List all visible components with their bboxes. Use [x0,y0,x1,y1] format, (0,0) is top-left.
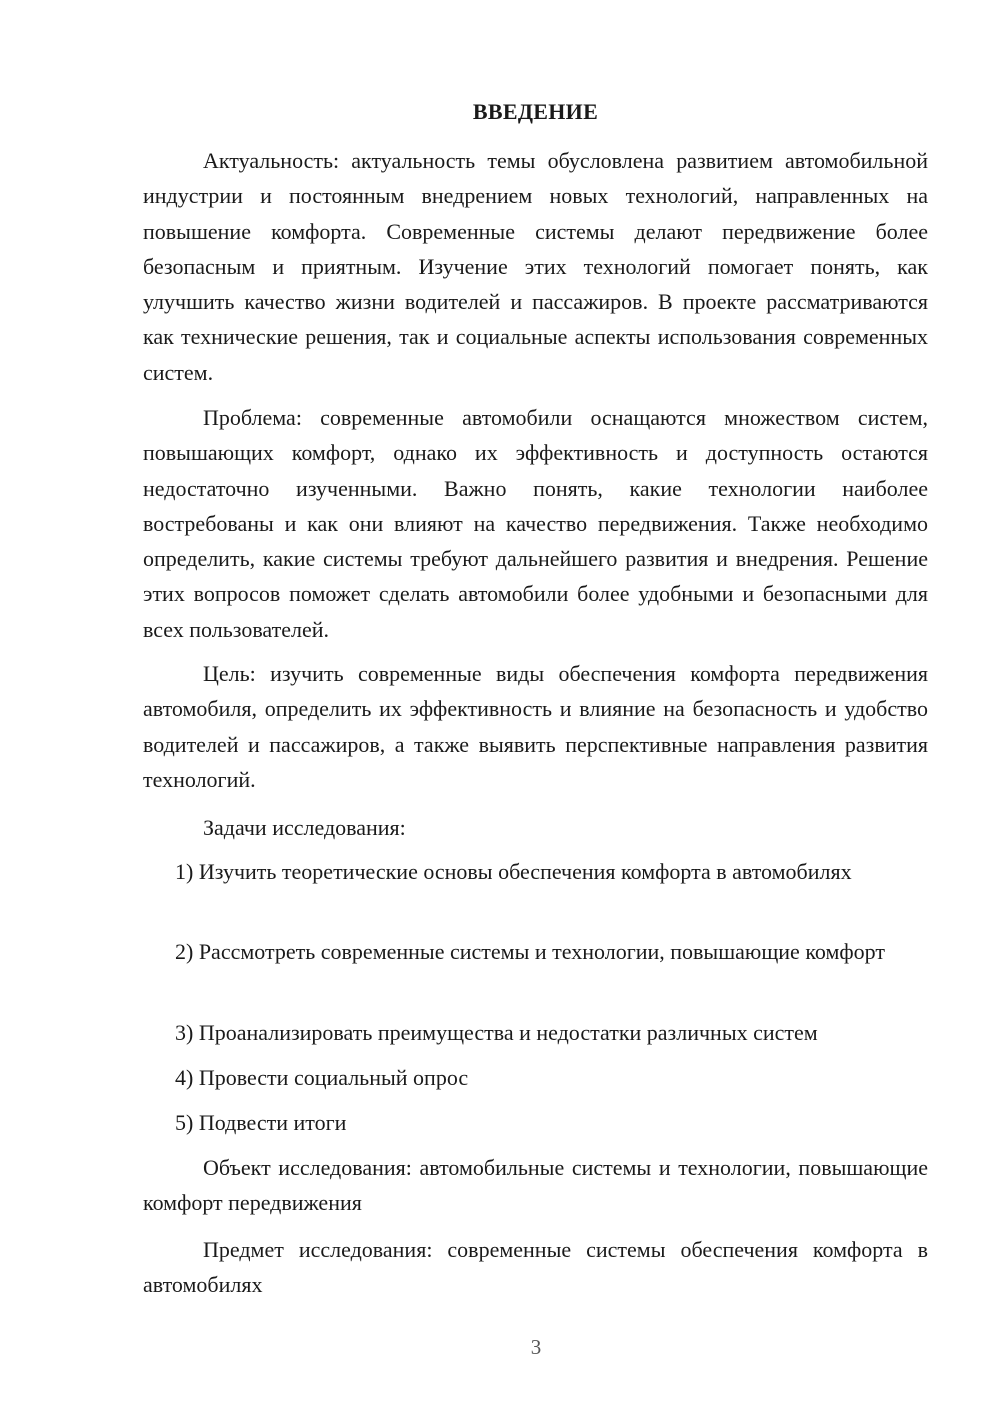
task-item-5: 5) Подвести итоги [175,1110,347,1135]
relevance-paragraph: Актуальность: актуальность темы обусловлена развитием автомобильной индустрии и постоянным внедрением новых технологий, направленных на повышение комфорта. Современные системы делают передвижение более безопасным и приятным. Изучение этих технологий помогает понять, как улучшить качество жизни водителей и пассажиров. В проекте рассматриваются как технические решения, так и социальные аспекты использования современных систем. [143,148,928,385]
task-item-3: 3) Проанализировать преимущества и недостатки различных систем [175,1020,818,1045]
page-number: 3 [530,1335,542,1359]
task-item-4: 4) Провести социальный опрос [175,1065,469,1090]
problem-paragraph: Проблема: современные автомобили оснащаются множеством систем, повышающих комфорт, однако их эффективность и доступность остаются недостаточно изученными. Важно понять, какие технологии наиболее востребованы и как они влияют на качество передвижения. Также необходимо определить, какие системы требуют дальнейшего развития и внедрения. Решение этих вопросов поможет сделать автомобили более удобными и безопасными для всех пользователей. [143,405,928,642]
section-title: ВВЕДЕНИЕ [472,99,599,124]
goal-paragraph: Цель: изучить современные виды обеспечения комфорта передвижения автомобиля, определить их эффективность и влияние на безопасность и удобство водителей и пассажиров, а также выявить перспективные направления развития технологий. [143,661,928,792]
object-paragraph: Объект исследования: автомобильные системы и технологии, повышающие комфорт передвижения [143,1155,928,1216]
task-item-2: 2) Рассмотреть современные системы и технологии, повышающие комфорт [175,939,885,964]
tasks-heading: Задачи исследования: [203,815,406,840]
subject-paragraph: Предмет исследования: современные системы обеспечения комфорта в автомобилях [143,1237,928,1298]
task-item-1: 1) Изучить теоретические основы обеспечения комфорта в автомобилях [175,859,852,884]
